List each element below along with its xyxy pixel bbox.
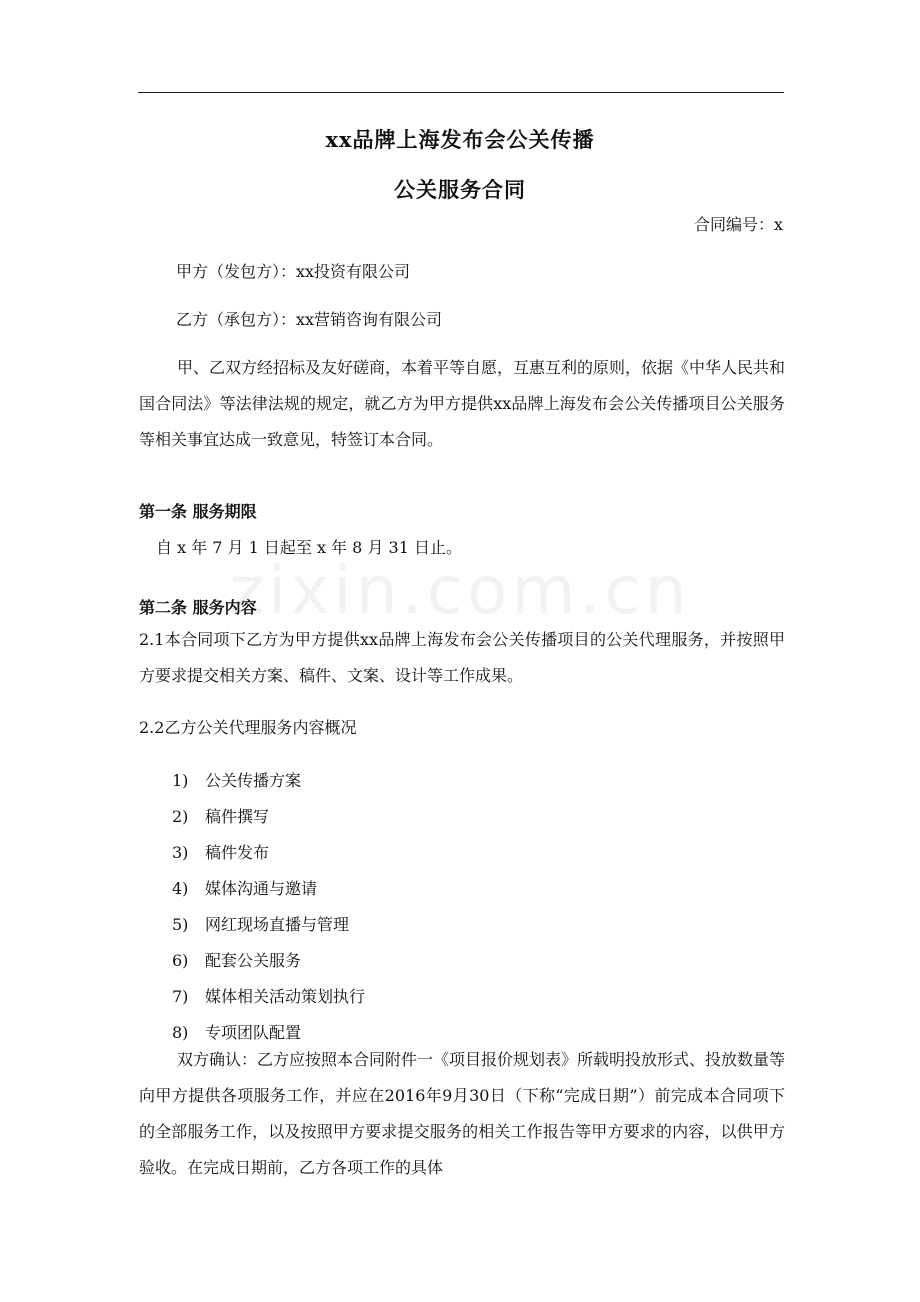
list-item-number: 2) xyxy=(172,807,189,826)
document-subtitle: 公关服务合同 xyxy=(394,177,526,202)
preamble-paragraph: 甲、乙双方经招标及友好磋商，本着平等自愿，互惠互利的原则，依据《中华人民共和国合同法》等法律法规的规定，就乙方为甲方提供xx品牌上海发布会公关传播项目公关服务等相关事宜达成一致意见，特签订本合同。 xyxy=(139,358,786,449)
header-rule xyxy=(138,92,784,93)
party-a: 甲方（发包方）：xx投资有限公司 xyxy=(176,262,411,281)
list-item xyxy=(172,876,317,899)
list-item-number: 8) xyxy=(172,1023,189,1042)
confirmation-paragraph: 双方确认：乙方应按照本合同附件一《项目报价规划表》所载明投放形式、投放数量等向甲方提供各项服务工作，并应在2016年9月30日（下称“完成日期”）前完成本合同项下的全部服务工作，以及按照甲方要求提交服务的相关工作报告等甲方要求的内容，以供甲方验收。在完成日期前，乙方各项工作的具体 xyxy=(139,1050,786,1177)
list-item-text: 稿件发布 xyxy=(205,843,270,862)
list-item-text: 专项团队配置 xyxy=(205,1023,302,1042)
watermark: zixin.com.cn xyxy=(229,552,691,629)
list-item-number: 3) xyxy=(172,843,189,862)
list-item-text: 媒体沟通与邀请 xyxy=(205,879,318,898)
list-item-number: 4) xyxy=(172,879,189,898)
list-item xyxy=(172,912,349,935)
list-item-text: 配套公关服务 xyxy=(205,951,302,970)
list-item xyxy=(172,948,301,971)
article1-heading: 第一条 服务期限 xyxy=(139,502,257,521)
list-item xyxy=(172,1020,301,1043)
list-item-number: 7) xyxy=(172,987,189,1006)
list-item-text: 公关传播方案 xyxy=(205,771,302,790)
list-item-number: 1) xyxy=(172,771,189,790)
list-item xyxy=(172,804,269,827)
party-b: 乙方（承包方）：xx营销咨询有限公司 xyxy=(176,310,443,329)
article2-heading: 第二条 服务内容 xyxy=(139,598,257,617)
list-item-number: 6) xyxy=(172,951,189,970)
list-item-number: 5) xyxy=(172,915,189,934)
list-item xyxy=(172,984,365,1007)
list-item-text: 媒体相关活动策划执行 xyxy=(205,987,366,1006)
clause-2-2: 2.2乙方公关代理服务内容概况 xyxy=(139,718,357,737)
list-item-text: 稿件撰写 xyxy=(205,807,270,826)
clause-2-1: 2.1本合同项下乙方为甲方提供xx品牌上海发布会公关传播项目的公关代理服务，并按照甲方要求提交相关方案、稿件、文案、设计等工作成果。 xyxy=(139,630,785,685)
list-item-text: 网红现场直播与管理 xyxy=(205,915,350,934)
list-item xyxy=(172,768,301,791)
document-title: xx品牌上海发布会公关传播 xyxy=(325,127,595,152)
service-period-text: 自 x 年 7 月 1 日起至 x 年 8 月 31 日止。 xyxy=(156,538,462,557)
contract-number: 合同编号：x xyxy=(693,215,783,234)
list-item xyxy=(172,840,269,863)
